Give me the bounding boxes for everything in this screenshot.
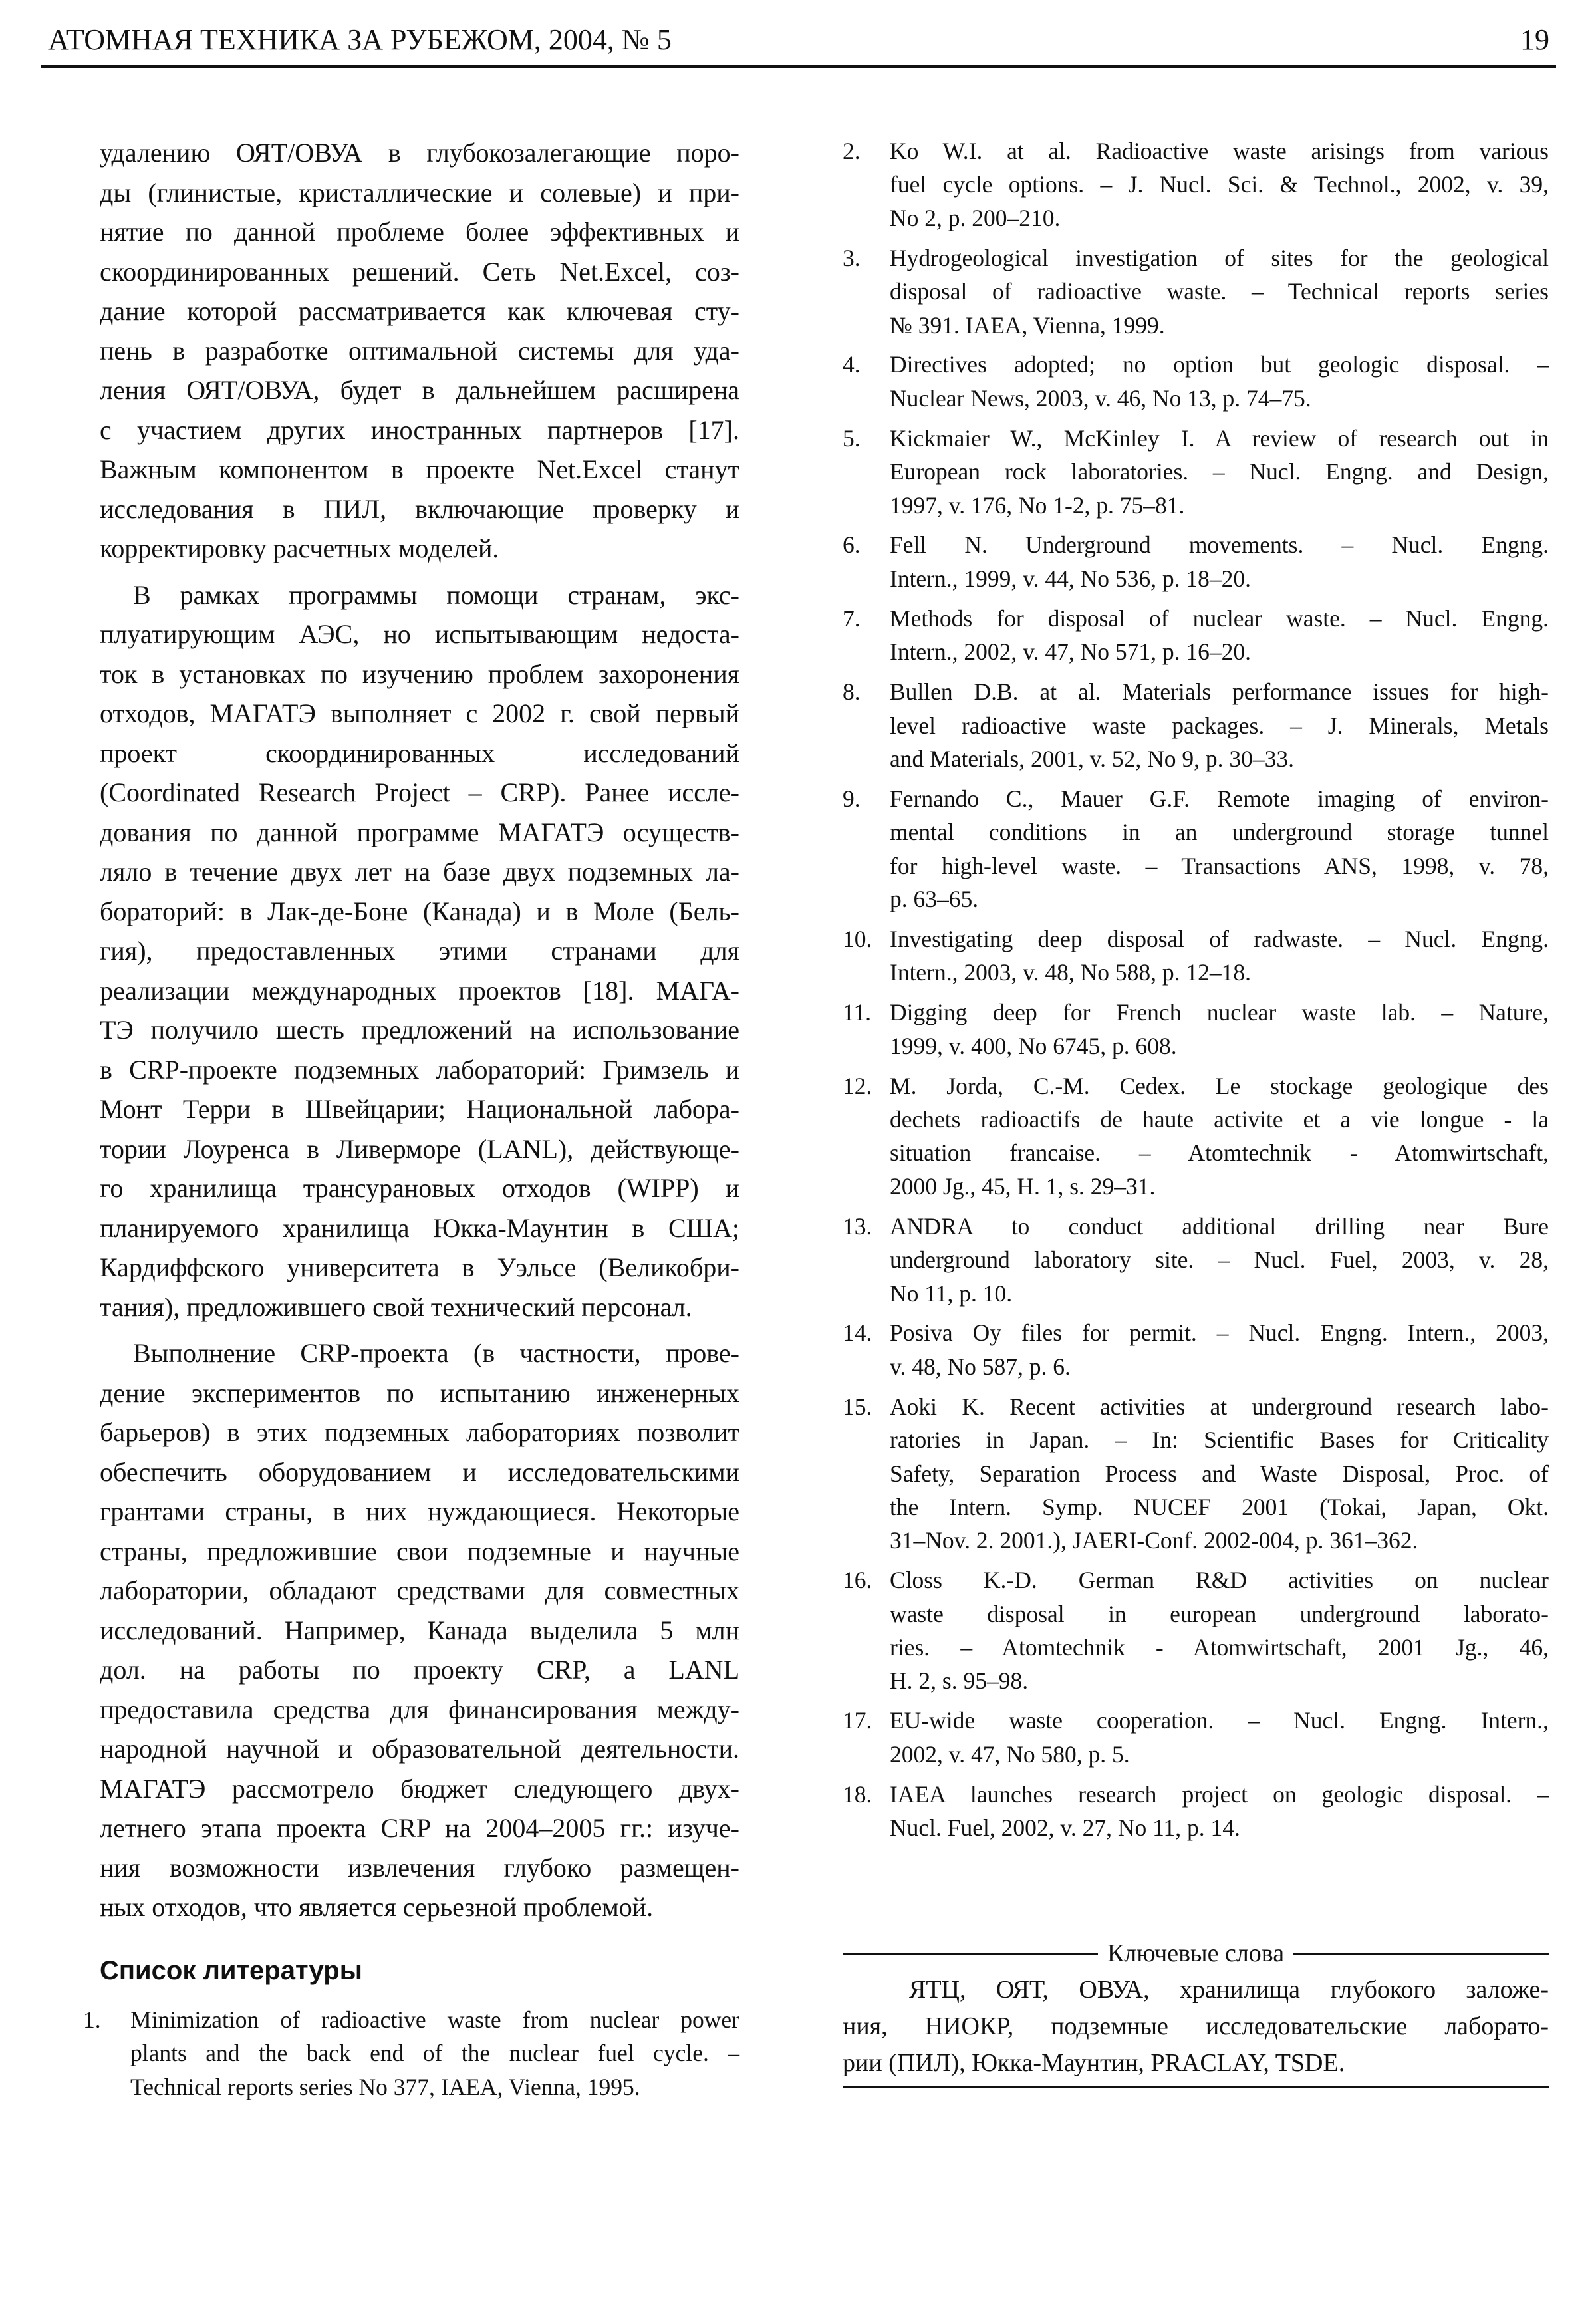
text-line: лаборатории, обладают средствами для совместных <box>100 1575 739 1605</box>
text-line: отходов, МАГАТЭ выполняет с 2002 г. свой первый <box>100 698 739 728</box>
reference-line: EU-wide waste cooperation. – Nucl. Engng. Intern., <box>890 1707 1549 1734</box>
text-line: плуатирующим АЭС, но испытывающим недоста- <box>100 619 739 649</box>
text-line: пень в разработке оптимальной системы для уда- <box>100 335 739 366</box>
reference-number: 12. <box>843 1072 872 1099</box>
reference-line: Nuclear News, 2003, v. 46, No 13, p. 74–75. <box>890 384 1311 412</box>
reference-line: Investigating deep disposal of radwaste. – Nucl. Engng. <box>890 925 1549 952</box>
reference-line: Safety, Separation Process and Waste Disposal, Proc. of <box>890 1460 1549 1487</box>
reference-line: Fernando C., Mauer G.F. Remote imaging of environ- <box>890 785 1549 812</box>
text-line: страны, предложившие свои подземные и научные <box>100 1536 739 1566</box>
reference-line: dechets radioactifs de haute activite et a vie longue - la <box>890 1105 1549 1133</box>
reference-item <box>843 134 1549 235</box>
text-line: исследования в ПИЛ, включающие проверку и <box>100 493 739 524</box>
reference-line: Technical reports series No 377, IAEA, Vienna, 1995. <box>130 2073 640 2100</box>
reference-line: Digging deep for French nuclear waste lab. – Nature, <box>890 999 1549 1026</box>
reference-line: Bullen D.B. at al. Materials performance issues for high- <box>890 678 1549 706</box>
reference-number: 4. <box>843 351 861 378</box>
reference-line: for high-level waste. – Transactions ANS, 1998, v. 78, <box>890 852 1549 879</box>
reference-line: H. 2, s. 95–98. <box>890 1667 1029 1695</box>
text-line: МАГАТЭ рассмотрело бюджет следующего двух- <box>100 1773 739 1804</box>
text-line: ных отходов, что является серьезной проблемой. <box>100 1892 654 1922</box>
keywords-box <box>843 1935 1549 2088</box>
reference-number: 10. <box>843 925 872 952</box>
text-line: дение экспериментов по испытанию инженерных <box>100 1377 739 1408</box>
reference-line: Aoki K. Recent activities at underground research labo- <box>890 1393 1549 1420</box>
reference-line: M. Jorda, C.-M. Cedex. Le stockage geologique des <box>890 1072 1549 1099</box>
reference-line: ratories in Japan. – In: Scientific Bases for Criticality <box>890 1427 1549 1454</box>
text-line: тания), предложившего свой технический персонал. <box>100 1292 692 1322</box>
reference-line: situation francaise. – Atomtechnik - Atomwirtschaft, <box>890 1139 1549 1166</box>
text-line: предоставила средства для финансирования между- <box>100 1694 739 1724</box>
reference-line: Directives adopted; no option but geologic disposal. – <box>890 351 1549 378</box>
reference-line: p. 63–65. <box>890 886 979 913</box>
text-line: ления ОЯТ/ОВУА, будет в дальнейшем расширена <box>100 375 739 405</box>
text-line: тории Лоуренса в Ливерморе (LANL), действующе- <box>100 1133 739 1164</box>
text-line: скоординированных решений. Сеть Net.Excel, соз- <box>100 256 739 287</box>
reference-line: 1997, v. 176, No 1-2, p. 75–81. <box>890 491 1185 519</box>
text-line: Кардиффского университета в Уэльсе (Великобри- <box>100 1252 739 1282</box>
text-line: Выполнение CRP-проекта (в частности, прове- <box>133 1338 739 1368</box>
reference-line: ries. – Atomtechnik - Atomwirtschaft, 2001 Jg., 46, <box>890 1634 1549 1661</box>
text-line: Важным компонентом в проекте Net.Excel станут <box>100 454 739 484</box>
reference-item <box>843 675 1549 775</box>
reference-line: Posiva Oy files for permit. – Nucl. Engng. Intern., 2003, <box>890 1319 1549 1347</box>
text-line: с участием других иностранных партнеров [17]. <box>100 414 739 445</box>
reference-line: Kickmaier W., McKinley I. A review of research out in <box>890 424 1549 452</box>
reference-item <box>843 1704 1549 1771</box>
reference-line: Intern., 2002, v. 47, No 571, p. 16–20. <box>890 638 1251 666</box>
reference-number: 7. <box>843 605 861 632</box>
text-line: дол. на работы по проекту CRP, а LANL <box>100 1655 739 1685</box>
reference-line: 2002, v. 47, No 580, p. 5. <box>890 1740 1130 1768</box>
reference-number: 14. <box>843 1319 872 1347</box>
reference-line: № 391. IAEA, Vienna, 1999. <box>890 311 1165 339</box>
journal-title: АТОМНАЯ ТЕХНИКА ЗА РУБЕЖОМ, 2004, № 5 <box>48 23 672 56</box>
text-line: дание которой рассматривается как ключевая сту- <box>100 296 739 326</box>
paragraph <box>100 1333 739 1927</box>
keywords-rule-right <box>1293 1953 1549 1955</box>
reference-item <box>843 1778 1549 1845</box>
paragraph <box>100 575 739 1327</box>
reference-line: Minimization of radioactive waste from nuclear power <box>130 2006 739 2033</box>
text-line: ляло в течение двух лет на базе двух подземных ла- <box>100 857 739 887</box>
reference-line: the Intern. Symp. NUCEF 2001 (Tokai, Japan, Okt. <box>890 1493 1549 1520</box>
keywords-bottom-rule <box>843 2086 1549 2088</box>
reference-line: IAEA launches research project on geologic disposal. – <box>890 1780 1549 1808</box>
text-line: нятие по данной проблеме более эффективных и <box>100 217 739 247</box>
reference-item <box>843 1069 1549 1204</box>
text-line: ТЭ получило шесть предложений на использование <box>100 1015 739 1045</box>
text-line: удалению ОЯТ/ОВУА в глубокозалегающие поро- <box>100 138 739 168</box>
keywords-line: рии (ПИЛ), Юкка-Маунтин, PRACLAY, TSDE. <box>843 2049 1345 2077</box>
reference-item <box>843 241 1549 342</box>
text-line: В рамках программы помощи странам, экс- <box>133 579 739 610</box>
reference-line: 31–Nov. 2. 2001.), JAERI-Conf. 2002-004, p. 361–362. <box>890 1527 1418 1554</box>
reference-line: No 2, p. 200–210. <box>890 204 1061 231</box>
text-line: корректировку расчетных моделей. <box>100 533 499 563</box>
paragraph <box>100 133 739 569</box>
references-heading: Список литературы <box>100 1956 362 1985</box>
reference-line: Fell N. Underground movements. – Nucl. Engng. <box>890 531 1549 559</box>
reference-line: ANDRA to conduct additional drilling near Bure <box>890 1212 1549 1240</box>
reference-line: Closs K.-D. German R&D activities on nuclear <box>890 1567 1549 1594</box>
reference-item <box>843 1316 1549 1383</box>
reference-number: 9. <box>843 785 861 812</box>
text-line: в CRP-проекте подземных лабораторий: Гримзель и <box>100 1054 739 1085</box>
reference-number: 5. <box>843 424 861 452</box>
reference-number: 3. <box>843 244 861 271</box>
reference-line: mental conditions in an underground storage tunnel <box>890 819 1549 846</box>
keywords-text <box>843 1972 1549 2082</box>
reference-line: No 11, p. 10. <box>890 1280 1013 1307</box>
reference-item <box>843 782 1549 916</box>
reference-line: plants and the back end of the nuclear fuel cycle. – <box>130 2040 739 2067</box>
reference-line: Hydrogeological investigation of sites for the geological <box>890 244 1549 271</box>
reference-line: waste disposal in european underground laborato- <box>890 1600 1549 1627</box>
reference-line: level radioactive waste packages. – J. Minerals, Metals <box>890 712 1549 739</box>
reference-number: 6. <box>843 531 861 559</box>
body-text-column <box>100 133 739 1934</box>
reference-item <box>843 1564 1549 1698</box>
text-line: дования по данной программе МАГАТЭ осуществ- <box>100 817 739 847</box>
page-number: 19 <box>1520 23 1549 56</box>
reference-item <box>843 1390 1549 1558</box>
reference-item <box>843 528 1549 595</box>
text-line: грантами страны, в них нуждающиеся. Некоторые <box>100 1496 739 1526</box>
keywords-rule-left <box>843 1953 1098 1955</box>
text-line: летнего этапа проекта CRP на 2004–2005 гг.: изуче- <box>100 1813 739 1843</box>
reference-item <box>843 348 1549 415</box>
text-line: ды (глинистые, кристаллические и солевые) и при- <box>100 177 739 207</box>
reference-line: Intern., 1999, v. 44, No 536, p. 18–20. <box>890 565 1251 592</box>
text-line: го хранилища трансурановых отходов (WIPP) и <box>100 1173 739 1203</box>
reference-number: 2. <box>843 138 861 164</box>
reference-list-left <box>83 2003 739 2110</box>
reference-item <box>843 602 1549 669</box>
text-line: барьеров) в этих подземных лабораториях позволит <box>100 1417 739 1447</box>
reference-number: 15. <box>843 1393 872 1420</box>
reference-line: Ko W.I. at al. Radioactive waste arisings from various <box>890 138 1549 164</box>
reference-item <box>83 2003 739 2104</box>
reference-number: 11. <box>843 999 872 1026</box>
reference-item <box>843 996 1549 1063</box>
text-line: реализации международных проектов [18]. МАГА- <box>100 975 739 1006</box>
reference-number: 16. <box>843 1567 872 1594</box>
reference-number: 1. <box>83 2006 101 2033</box>
text-line: народной научной и образовательной деятельности. <box>100 1734 739 1764</box>
reference-line: underground laboratory site. – Nucl. Fuel, 2003, v. 28, <box>890 1246 1549 1274</box>
text-line: обеспечить оборудованием и исследовательскими <box>100 1456 739 1487</box>
header-rule <box>41 65 1556 68</box>
reference-line: 1999, v. 400, No 6745, p. 608. <box>890 1032 1177 1059</box>
reference-line: and Materials, 2001, v. 52, No 9, p. 30–33. <box>890 745 1295 772</box>
reference-item <box>843 422 1549 522</box>
reference-line: v. 48, No 587, p. 6. <box>890 1353 1071 1380</box>
reference-line: Methods for disposal of nuclear waste. – Nucl. Engng. <box>890 605 1549 632</box>
reference-item <box>843 1210 1549 1310</box>
keywords-title: Ключевые слова <box>1107 1939 1285 1967</box>
text-line: бораторий: в Лак-де-Боне (Канада) и в Моле (Бель- <box>100 896 739 926</box>
text-line: планируемого хранилища Юкка-Маунтин в США; <box>100 1212 739 1243</box>
reference-line: Intern., 2003, v. 48, No 588, p. 12–18. <box>890 959 1251 986</box>
reference-number: 8. <box>843 678 861 706</box>
reference-number: 17. <box>843 1707 872 1734</box>
keywords-line: ния, НИОКР, подземные исследовательские лаборато- <box>843 2012 1549 2040</box>
text-line: (Coordinated Research Project – CRP). Ранее иссле- <box>100 777 739 807</box>
text-line: проект скоординированных исследований <box>100 738 739 768</box>
text-line: исследований. Например, Канада выделила 5 млн <box>100 1615 739 1645</box>
reference-list-right <box>843 134 1549 1851</box>
reference-number: 18. <box>843 1780 872 1808</box>
reference-line: Nucl. Fuel, 2002, v. 27, No 11, p. 14. <box>890 1814 1240 1842</box>
text-line: гия), предоставленных этими странами для <box>100 936 739 966</box>
reference-line: 2000 Jg., 45, H. 1, s. 29–31. <box>890 1172 1156 1200</box>
keywords-title-row <box>843 1935 1549 1972</box>
reference-line: fuel cycle options. – J. Nucl. Sci. & Technol., 2002, v. 39, <box>890 171 1549 198</box>
text-line: Монт Терри в Швейцарии; Национальной лабора- <box>100 1094 739 1124</box>
reference-item <box>843 922 1549 990</box>
reference-line: European rock laboratories. – Nucl. Engng. and Design, <box>890 458 1549 485</box>
text-line: ния возможности извлечения глубоко размещен- <box>100 1852 739 1883</box>
running-header <box>48 19 1549 61</box>
text-line: ток в установках по изучению проблем захоронения <box>100 658 739 689</box>
keywords-line: ЯТЦ, ОЯТ, ОВУА, хранилища глубокого заложе- <box>909 1976 1549 2004</box>
reference-number: 13. <box>843 1212 872 1240</box>
reference-line: disposal of radioactive waste. – Technical reports series <box>890 278 1549 305</box>
